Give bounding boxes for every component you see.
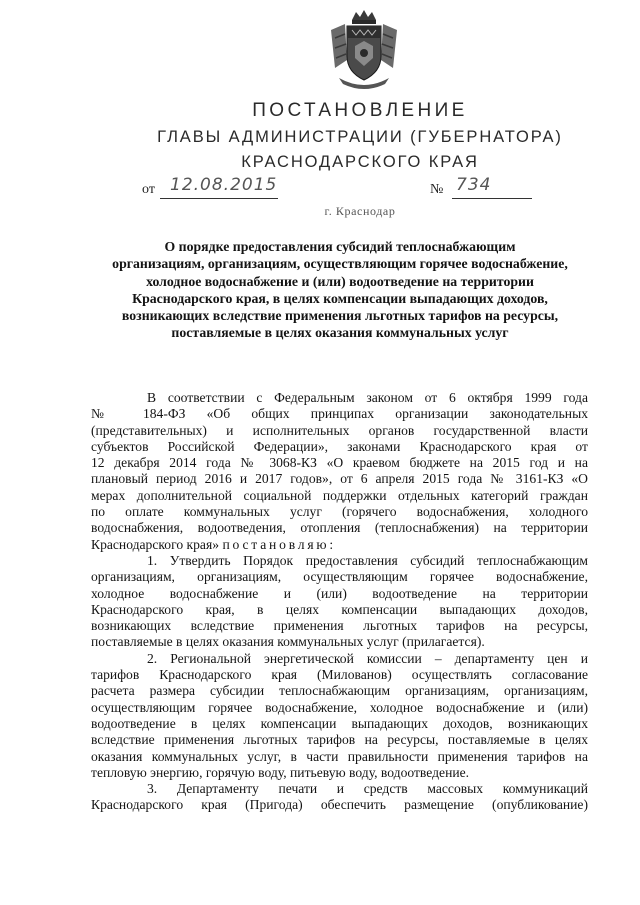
body-line: 12 декабря 2014 года № 3068-КЗ «О краевом бюджете на 2015 год и на	[91, 455, 588, 471]
item-2-paragraph	[91, 651, 588, 781]
body-line: организациям, организациям, осуществляющим горячее водоснабжение,	[91, 569, 588, 585]
number-underline	[452, 198, 532, 199]
title-line: возникающих вследствие применения льготных тарифов на ресурсы,	[121, 308, 559, 324]
title-line: О порядке предоставления субсидий теплоснабжающим	[164, 239, 516, 254]
body-line: холодное водоснабжение и (или) водоотведение на территории	[91, 585, 588, 601]
item-1-paragraph	[91, 553, 588, 651]
body-line: № 184-ФЗ «Об общих принципах организации законодательных	[91, 406, 588, 422]
item-3-paragraph	[91, 781, 588, 814]
body-line: водоснабжения, водоотведения, отопления (теплоснабжения) на территории	[91, 520, 588, 536]
body-line: по оплате коммунальных услуг (горячего водоснабжения, холодного	[91, 504, 588, 520]
title-line: поставляемые в целях оказания коммунальных услуг	[171, 325, 509, 341]
number-prefix: №	[430, 182, 444, 197]
preamble-paragraph	[91, 390, 588, 553]
body-line	[91, 537, 588, 553]
title-line: холодное водоснабжение и (или) водоотведение на территории	[146, 273, 534, 289]
date-underline	[160, 198, 278, 199]
decree-body	[91, 390, 588, 814]
body-line: оказания коммунальных услуг, в части правильности применения тарифов на	[91, 748, 588, 764]
body-line: водоотведение в целях компенсации выпадающих доходов, возникающих	[91, 715, 588, 731]
issuer-heading: ГЛАВЫ АДМИНИСТРАЦИИ (ГУБЕРНАТОРА)	[157, 128, 563, 146]
date-prefix: от	[142, 182, 155, 197]
body-line: тепловую энергию, горячую воду, питьевую воду, водоотведение.	[91, 764, 470, 780]
body-line: осуществляющим горячее водоснабжение, холодное водоснабжение и (или)	[91, 699, 588, 715]
body-line: субъектов Российской Федерации», законами Краснодарского края от	[91, 438, 588, 454]
body-line: плановый период 2016 и 2017 годов», от 6 апреля 2015 года № 3161-КЗ «О	[91, 471, 588, 487]
body-line: 1. Утвердить Порядок предоставления субсидий теплоснабжающим	[147, 552, 588, 568]
body-line: возникающих вследствие применения льготных тарифов на ресурсы,	[91, 618, 588, 634]
krasnodar-coat-of-arms-icon	[325, 8, 403, 92]
region-heading: КРАСНОДАРСКОГО КРАЯ	[241, 153, 479, 171]
body-line: (представительных) и исполнительных органов государственной власти	[91, 422, 588, 438]
body-line: Краснодарского края, в целях компенсации выпадающих доходов,	[91, 601, 588, 617]
decree-title	[80, 238, 600, 342]
city-label: г. Краснодар	[324, 204, 396, 218]
title-line: организациям, организациям, осуществляющим горячее водоснабжение,	[112, 256, 568, 272]
body-line: Краснодарского края (Пригода) обеспечить размещение (опубликование)	[91, 797, 588, 813]
body-line: тарифов Краснодарского края (Милованов) осуществлять согласование	[91, 667, 588, 683]
preamble-last-text: Краснодарского края»	[91, 536, 220, 552]
body-line: расчета размера субсидии теплоснабжающим организациям, организациям,	[91, 683, 588, 699]
body-line: 2. Региональной энергетической комиссии – департаменту цен и	[147, 650, 588, 666]
body-line: вследствие применения льготных тарифов на ресурсы, поставляемые в целях	[91, 732, 588, 748]
handwritten-date: 12.08.2015	[170, 175, 278, 195]
body-line: поставляемые в целях оказания коммунальных услуг (прилагается).	[91, 634, 485, 650]
title-line: Краснодарского края, в целях компенсации выпадающих доходов,	[132, 290, 548, 306]
document-type-heading: ПОСТАНОВЛЕНИЕ	[252, 100, 468, 121]
body-line: 3. Департаменту печати и средств массовых коммуникаций	[147, 781, 588, 797]
body-line: В соответствии с Федеральным законом от 6 октября 1999 года	[147, 390, 588, 405]
handwritten-number: 734	[456, 175, 492, 195]
body-line: мерах дополнительной социальной поддержки отдельных категорий граждан	[91, 487, 588, 503]
resolve-word: постановляю:	[222, 536, 336, 552]
